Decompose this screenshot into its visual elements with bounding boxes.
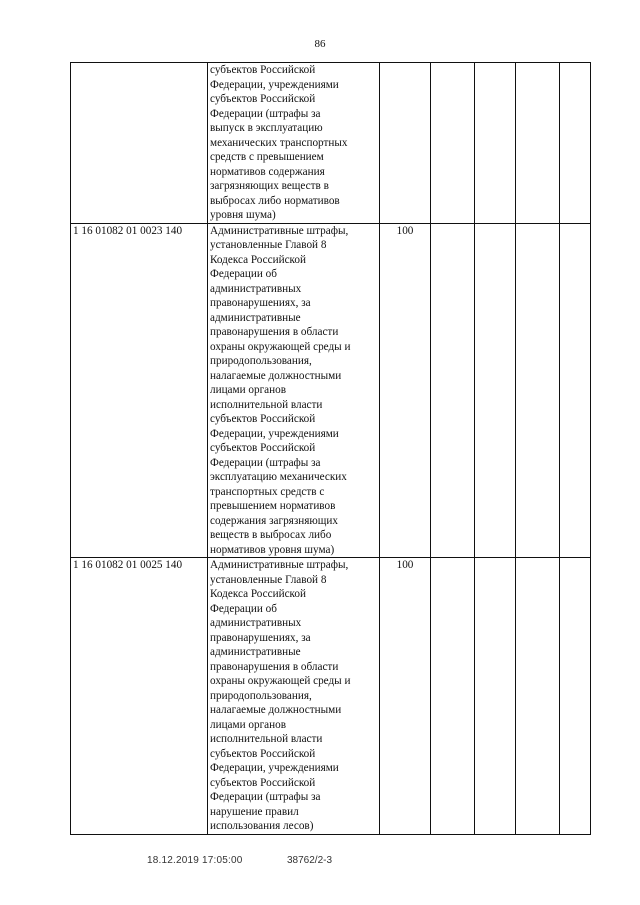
description-line: веществ в выбросах либо <box>210 529 332 541</box>
description-line: административные <box>210 646 301 658</box>
empty-cell <box>516 63 560 224</box>
budget-code-cell: 1 16 01082 01 0023 140 <box>71 223 208 558</box>
description-line: лицами органов <box>210 384 286 396</box>
page-number: 86 <box>314 38 326 50</box>
description-line: Федерации (штрафы за <box>210 456 321 469</box>
description-cell <box>208 63 380 224</box>
description-line: субъектов Российской <box>210 776 316 789</box>
description-line: Федерации об <box>210 602 277 615</box>
description-line: уровня шума) <box>210 209 276 221</box>
budget-code-cell <box>71 63 208 224</box>
description-line: исполнительной власти <box>210 733 323 745</box>
description-line: правонарушения в области <box>210 326 339 338</box>
description-line: установленные Главой 8 <box>210 239 327 251</box>
description-line: субъектов Российской <box>210 413 316 425</box>
description-line: выбросах либо нормативов <box>210 194 340 207</box>
description-line: субъектов Российской <box>210 442 316 454</box>
description-line: Федерации об <box>210 268 277 280</box>
description-line: административные <box>210 311 301 324</box>
footer-document-code: 38762/2-3 <box>287 855 333 866</box>
description-line: налагаемые должностными <box>210 369 342 382</box>
description-line: Административные штрафы, <box>210 559 349 571</box>
footer-timestamp: 18.12.2019 17:05:00 <box>147 855 243 866</box>
norm-percent-cell: 100 <box>380 558 431 835</box>
description-line: налагаемые должностными <box>210 704 342 716</box>
description-line: Федерации (штрафы за <box>210 791 321 803</box>
empty-cell <box>475 558 516 835</box>
description-line: субъектов Российской <box>210 64 316 76</box>
description-line: средств с превышением <box>210 151 324 163</box>
description-line: исполнительной власти <box>210 398 323 411</box>
description-line: правонарушениях, за <box>210 297 311 309</box>
table-row <box>71 558 591 835</box>
description-line: Федерации, учреждениями <box>210 78 339 91</box>
empty-cell <box>475 223 516 558</box>
description-line: использования лесов) <box>210 820 314 832</box>
empty-cell <box>431 223 475 558</box>
description-line: Административные штрафы, <box>210 224 349 237</box>
description-line: административных <box>210 617 302 629</box>
description-line: Федерации, учреждениями <box>210 427 339 440</box>
table-row <box>71 223 591 558</box>
description-line: природопользования, <box>210 689 312 702</box>
description-line: правонарушения в области <box>210 660 339 673</box>
empty-cell <box>431 558 475 835</box>
description-line: природопользования, <box>210 355 312 367</box>
description-line: правонарушениях, за <box>210 631 311 644</box>
description-line: нормативов уровня шума) <box>210 543 335 556</box>
description-cell <box>208 223 380 558</box>
empty-cell <box>560 558 591 835</box>
description-cell <box>208 558 380 835</box>
description-line: механических транспортных <box>210 136 348 149</box>
description-line: нормативов содержания <box>210 165 325 178</box>
empty-cell <box>431 63 475 224</box>
empty-cell <box>516 223 560 558</box>
description-line: субъектов Российской <box>210 93 316 105</box>
empty-cell <box>560 223 591 558</box>
norm-percent-cell: 100 <box>380 223 431 558</box>
empty-cell <box>475 63 516 224</box>
description-line: выпуск в эксплуатацию <box>210 122 323 134</box>
description-line: лицами органов <box>210 718 286 731</box>
description-line: содержания загрязняющих <box>210 514 338 527</box>
description-line: установленные Главой 8 <box>210 573 327 586</box>
table-row <box>71 63 591 224</box>
description-line: нарушение правил <box>210 805 299 818</box>
description-line: эксплуатацию механических <box>210 471 347 483</box>
description-line: превышением нормативов <box>210 500 336 512</box>
description-line: Кодекса Российской <box>210 588 306 600</box>
empty-cell <box>516 558 560 835</box>
description-line: административных <box>210 282 302 295</box>
empty-cell <box>560 63 591 224</box>
description-line: охраны окружающей среды и <box>210 675 351 687</box>
description-line: Федерации (штрафы за <box>210 107 321 120</box>
budget-code-cell: 1 16 01082 01 0025 140 <box>71 558 208 835</box>
description-line: охраны окружающей среды и <box>210 340 351 353</box>
description-line: загрязняющих веществ в <box>210 180 329 192</box>
description-line: транспортных средств с <box>210 485 325 498</box>
description-line: субъектов Российской <box>210 747 316 760</box>
description-line: Кодекса Российской <box>210 253 306 266</box>
description-line: Федерации, учреждениями <box>210 762 339 774</box>
norm-percent-cell <box>380 63 431 224</box>
budget-codes-table <box>70 62 591 835</box>
